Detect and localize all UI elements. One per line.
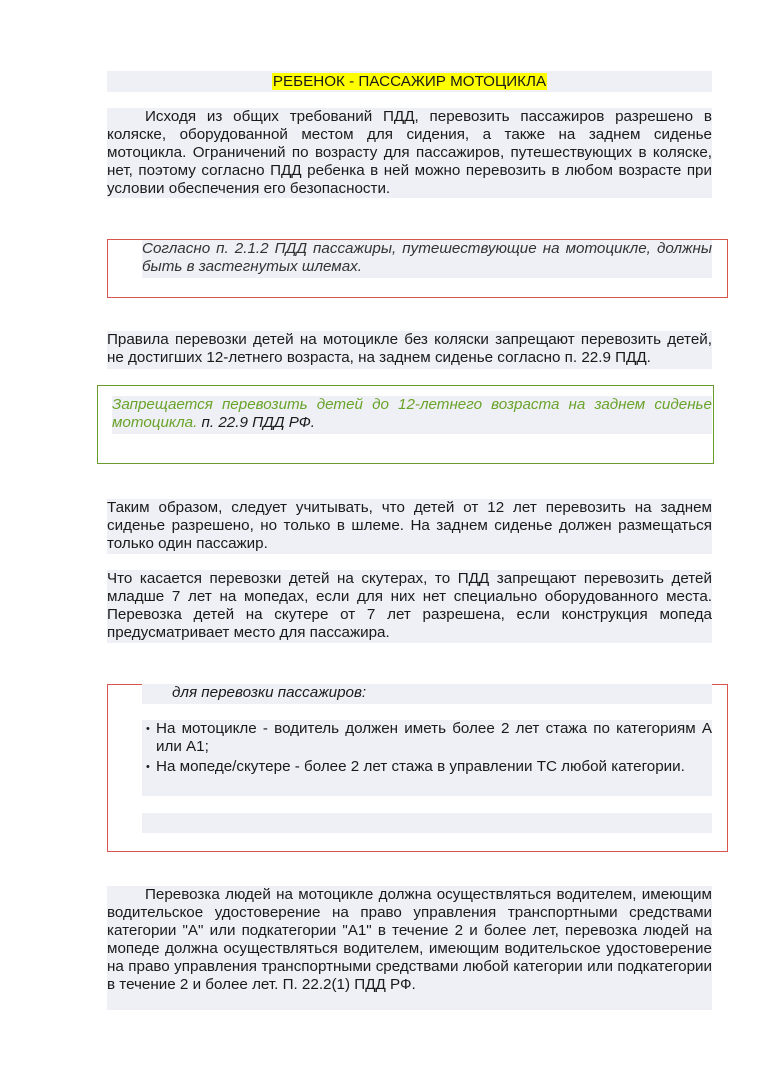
title-block <box>107 71 712 92</box>
helmet-note: Согласно п. 2.1.2 ПДД пассажиры, путешествующие на мотоцикле, должны быть в застегнутых шлемах. <box>142 240 712 278</box>
conclusion-paragraph: Таким образом, следует учитывать, что детей от 12 лет перевозить на заднем сиденье разрешено, но только в шлеме. На заднем сиденье должен размещаться только один пассажир. <box>107 499 712 552</box>
intro-paragraph: Исходя из общих требований ПДД, перевозить пассажиров разрешено в коляске, оборудованной местом для сидения, а также на заднем сиденье мотоцикла. Ограничений по возрасту для пассажиров, путешествующих в коляске, нет, поэтому согласно ПДД ребенка в ней можно перевозить в любом возрасте при условии обеспечения его безопасности. <box>107 108 712 197</box>
empty-line <box>142 813 712 833</box>
scooter-paragraph: Что касается перевозки детей на скутерах, то ПДД запрещают перевозить детей младше 7 лет на мопедах, если для них нет специально оборудованного места. Перевозка детей на скутере от 7 лет разрешена, если конструкция мопеда предусматривает место для пассажира. <box>107 570 712 641</box>
list-item-text: На мопеде/скутере - более 2 лет стажа в управлении ТС любой категории. <box>156 758 685 775</box>
driver-requirements-title: для перевозки пассажиров: <box>142 684 712 704</box>
ban-note-reference: п. 22.9 ПДД РФ. <box>197 414 315 431</box>
bullet-icon: • <box>146 723 150 735</box>
list-item <box>142 720 712 756</box>
driver-requirements-list <box>142 720 712 796</box>
page-title: РЕБЕНОК - ПАССАЖИР МОТОЦИКЛА <box>272 73 547 90</box>
list-item-text: На мотоцикле - водитель должен иметь более 2 лет стажа по категориям А или А1; <box>156 720 712 755</box>
list-item <box>142 758 712 776</box>
final-paragraph: Перевозка людей на мотоцикле должна осуществляться водителем, имеющим водительское удостоверение на право управления транспортными средствами категории "A" или подкатегории "A1" в течение 2 и более лет, перевозка людей на мопеде должна осуществляться водителем, имеющим водительское удостоверение на право управления транспортными средствами любой категории или подкатегории в течение 2 и более лет. П. 22.2(1) ПДД РФ. <box>107 886 712 1010</box>
bullet-icon: • <box>146 761 150 773</box>
ban-note <box>112 396 712 434</box>
age-rule-paragraph: Правила перевозки детей на мотоцикле без коляски запрещают перевозить детей, не достигших 12-летнего возраста, на заднем сиденье согласно п. 22.9 ПДД. <box>107 331 712 369</box>
ban-note-text: Запрещается перевозить детей до 12-летнего возраста на заднем сиденье мотоцикла. <box>112 396 712 431</box>
